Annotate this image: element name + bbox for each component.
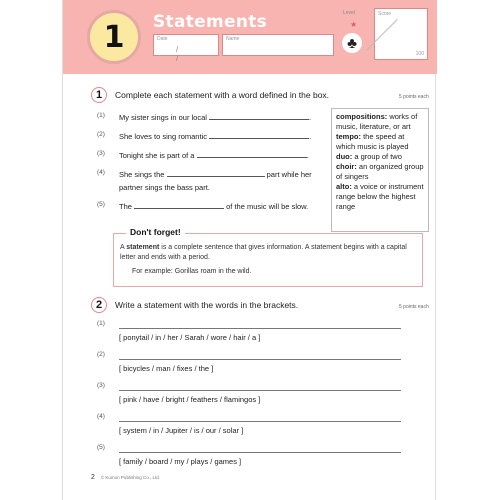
question-number: (3) (97, 382, 105, 389)
bracket-words: [ pink / have / bright / feathers / flamingos ] (119, 395, 261, 404)
definition-item (336, 112, 424, 132)
page-title: Statements (153, 12, 268, 32)
score-box[interactable] (374, 8, 428, 60)
definition-text: the speed at which music is played (336, 132, 409, 151)
question-text-end: . (306, 151, 309, 160)
section-1-points: 5 points each (399, 94, 429, 100)
question-4-line2: partner sings the bass part. (119, 183, 210, 192)
section-1-instruction: Complete each statement with a word defined in the box. (115, 90, 330, 100)
question-text: She loves to sing romantic (119, 132, 207, 141)
page-footer (91, 474, 160, 481)
level-label: Level (343, 10, 355, 16)
question-number: (4) (97, 169, 105, 176)
definition-text: a group of two (352, 152, 402, 161)
dont-forget-example: For example: Gorillas roam in the wild. (132, 268, 252, 275)
question-number: (5) (97, 201, 105, 208)
question-text-end: . (309, 132, 312, 141)
question-text-end: . (309, 113, 312, 122)
dont-forget-title: Don't forget! (126, 227, 185, 237)
question-text: The (119, 202, 132, 211)
score-label: Score (378, 11, 392, 17)
dont-forget-text-b: is a complete sentence that gives information. A statement begins with a capital letter and ends with a period. (120, 244, 407, 261)
section-2-points: 5 points each (399, 304, 429, 310)
name-label: Name (226, 36, 240, 42)
question-number: (1) (97, 112, 105, 119)
question-4 (119, 168, 312, 179)
dont-forget-term: statement (126, 244, 160, 251)
bracket-words: [ ponytail / in / her / Sarah / wore / hair / a ] (119, 333, 261, 342)
question-number: (4) (97, 413, 105, 420)
question-text: My sister sings in our local (119, 113, 207, 122)
date-field[interactable] (153, 34, 219, 63)
bracket-words: [ system / in / Jupiter / is / our / solar ] (119, 426, 244, 435)
definition-term: alto: (336, 182, 352, 191)
answer-line[interactable] (119, 421, 401, 422)
question-number: (5) (97, 444, 105, 451)
definition-term: choir: (336, 162, 357, 171)
definition-term: compositions: (336, 112, 388, 121)
star-icon: ★ (350, 20, 358, 29)
page-number: 2 (91, 474, 95, 481)
question-number: (1) (97, 320, 105, 327)
answer-blank[interactable] (209, 130, 312, 141)
date-slashes: / / (176, 45, 193, 63)
name-field[interactable] (222, 34, 334, 56)
question-1 (119, 111, 311, 122)
answer-blank[interactable] (134, 200, 224, 209)
score-max: 100 (415, 51, 424, 57)
answer-line[interactable] (119, 390, 401, 391)
dont-forget-text (120, 243, 416, 263)
question-3 (119, 149, 309, 160)
definition-text: an organized group of singers (336, 162, 424, 181)
bracket-words: [ bicycles / man / fixes / the ] (119, 364, 214, 373)
answer-line[interactable] (119, 328, 401, 329)
definition-item (336, 182, 424, 212)
dont-forget-box (113, 227, 423, 287)
lesson-number: 1 (87, 10, 141, 64)
score-divider (366, 19, 398, 51)
question-5 (119, 200, 308, 211)
definition-term: tempo: (336, 132, 361, 141)
header-band (63, 0, 437, 74)
answer-blank[interactable] (167, 168, 265, 177)
definition-item (336, 162, 424, 182)
answer-line[interactable] (119, 359, 401, 360)
answer-blank[interactable] (197, 149, 307, 158)
definition-term: duo: (336, 152, 353, 161)
copyright: © Kumon Publishing Co., Ltd. (100, 475, 160, 480)
bracket-words: [ family / board / my / plays / games ] (119, 457, 242, 466)
club-icon: ♣ (342, 33, 362, 53)
section-2-number: 2 (91, 297, 107, 313)
date-label: Date (157, 36, 168, 42)
question-number: (3) (97, 150, 105, 157)
question-text-end: part while her (266, 170, 312, 179)
question-number: (2) (97, 131, 105, 138)
answer-blank[interactable] (209, 111, 312, 122)
question-text: Tonight she is part of a (119, 151, 195, 160)
question-2 (119, 130, 311, 141)
answer-line[interactable] (119, 452, 401, 453)
definition-text: a voice or instrument range below the highest range (336, 182, 424, 211)
section-2-instruction: Write a statement with the words in the brackets. (115, 300, 299, 310)
question-text-end: of the music will be slow. (226, 202, 309, 211)
definition-item (336, 132, 424, 152)
question-text: She sings the (119, 170, 165, 179)
definition-text: works of music, literature, or art (336, 112, 418, 131)
definition-item (336, 152, 424, 162)
question-number: (2) (97, 351, 105, 358)
dont-forget-text-a: A (120, 244, 127, 251)
word-definition-box (331, 108, 429, 232)
worksheet-page (62, 0, 436, 500)
section-1-number: 1 (91, 87, 107, 103)
